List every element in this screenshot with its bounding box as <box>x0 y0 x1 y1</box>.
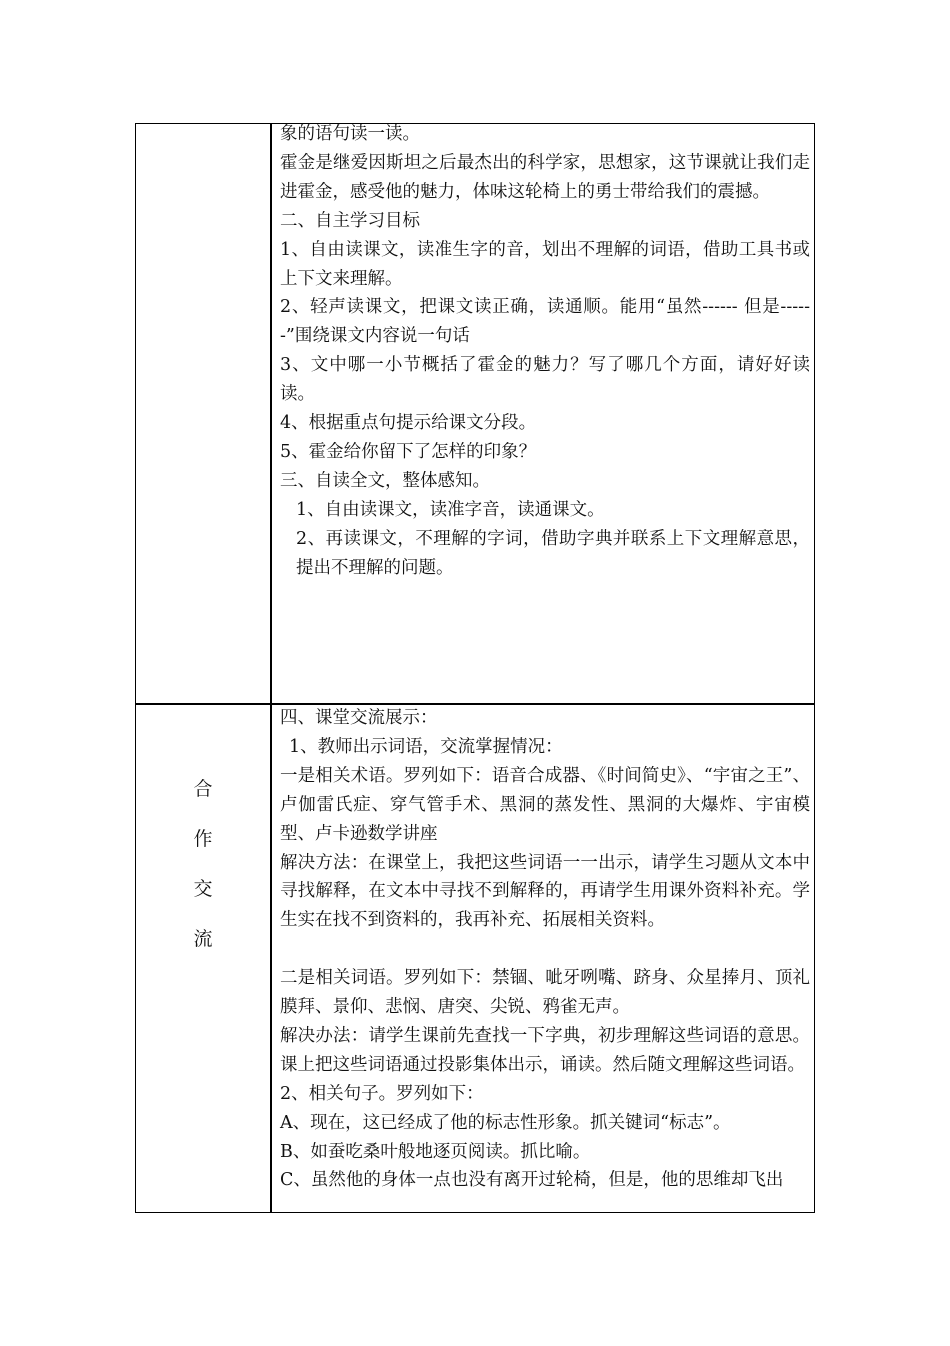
text-line: 2、相关句子。罗列如下： <box>280 1083 484 1104</box>
self-study-cell <box>280 120 810 583</box>
text-line: 二是相关词语。罗列如下：禁锢、呲牙咧嘴、跻身、众星捧月、顶礼膜拜、景仰、悲悯、唐突、尖锐、鸦雀无声。 <box>280 968 810 1018</box>
text-line: 3、文中哪一小节概括了霍金的魅力？写了哪几个方面，请好好读读。 <box>280 355 810 405</box>
column-divider <box>270 124 272 1212</box>
text-line: C、虽然他的身体一点也没有离开过轮椅，但是，他的思维却飞出 <box>280 1170 784 1191</box>
text-line: 解决方法：在课堂上，我把这些词语一一出示，请学生习题从文本中寻找解释，在文本中寻找不到解释的，再请学生用课外资料补充。学生实在找不到资料的，我再补充、拓展相关资料。 <box>280 852 810 931</box>
lesson-plan-table <box>135 123 815 1213</box>
blank-line <box>280 935 810 964</box>
classroom-exchange-cell <box>280 704 810 1195</box>
text-line: 4、根据重点句提示给课文分段。 <box>280 413 537 434</box>
section-label-cooperation <box>136 774 270 974</box>
text-line: 2、轻声读课文，把课文读正确，读通顺。能用“虽然------ 但是------”围绕课文内容说一句话 <box>280 297 810 347</box>
text-line: 解决办法：请学生课前先查找一下字典，初步理解这些词语的意思。课上把这些词语通过投影集体出示，诵读。然后随文理解这些词语。 <box>280 1025 810 1075</box>
text-line: 5、霍金给你留下了怎样的印象？ <box>280 441 537 462</box>
label-char: 交 <box>193 878 213 900</box>
text-line: A、现在，这已经成了他的标志性形象。抓关键词“标志”。 <box>280 1112 731 1133</box>
text-line: 2、再读课文，不理解的字词，借助字典并联系上下文理解意思，提出不理解的问题。 <box>296 528 810 578</box>
text-line: B、如蚕吃桑叶般地逐页阅读。抓比喻。 <box>280 1141 591 1162</box>
text-line: 1、教师出示词语，交流掌握情况： <box>289 736 563 757</box>
heading-line: 四、课堂交流展示： <box>280 708 438 728</box>
label-char: 流 <box>193 928 213 950</box>
heading-line: 二、自主学习目标 <box>280 210 420 231</box>
text-line: 1、自由读课文，读准生字的音，划出不理解的词语，借助工具书或上下文来理解。 <box>280 239 810 289</box>
text-line: 霍金是继爱因斯坦之后最杰出的科学家，思想家，这节课就让我们走进霍金，感受他的魅力，体味这轮椅上的勇士带给我们的震撼。 <box>280 152 810 202</box>
label-char: 作 <box>193 828 213 850</box>
text-line: 一是相关术语。罗列如下：语音合成器、《时间简史》、“宇宙之王”、卢伽雷氏症、穿气管手术、黑洞的蒸发性、黑洞的大爆炸、宇宙模型、卢卡逊数学讲座 <box>280 765 810 844</box>
text-line: 象的语句读一读。 <box>280 124 420 144</box>
label-char: 合 <box>193 778 213 800</box>
text-line: 1、自由读课文，读准字音，读通课文。 <box>296 499 605 520</box>
heading-line: 三、自读全文，整体感知。 <box>280 470 490 491</box>
